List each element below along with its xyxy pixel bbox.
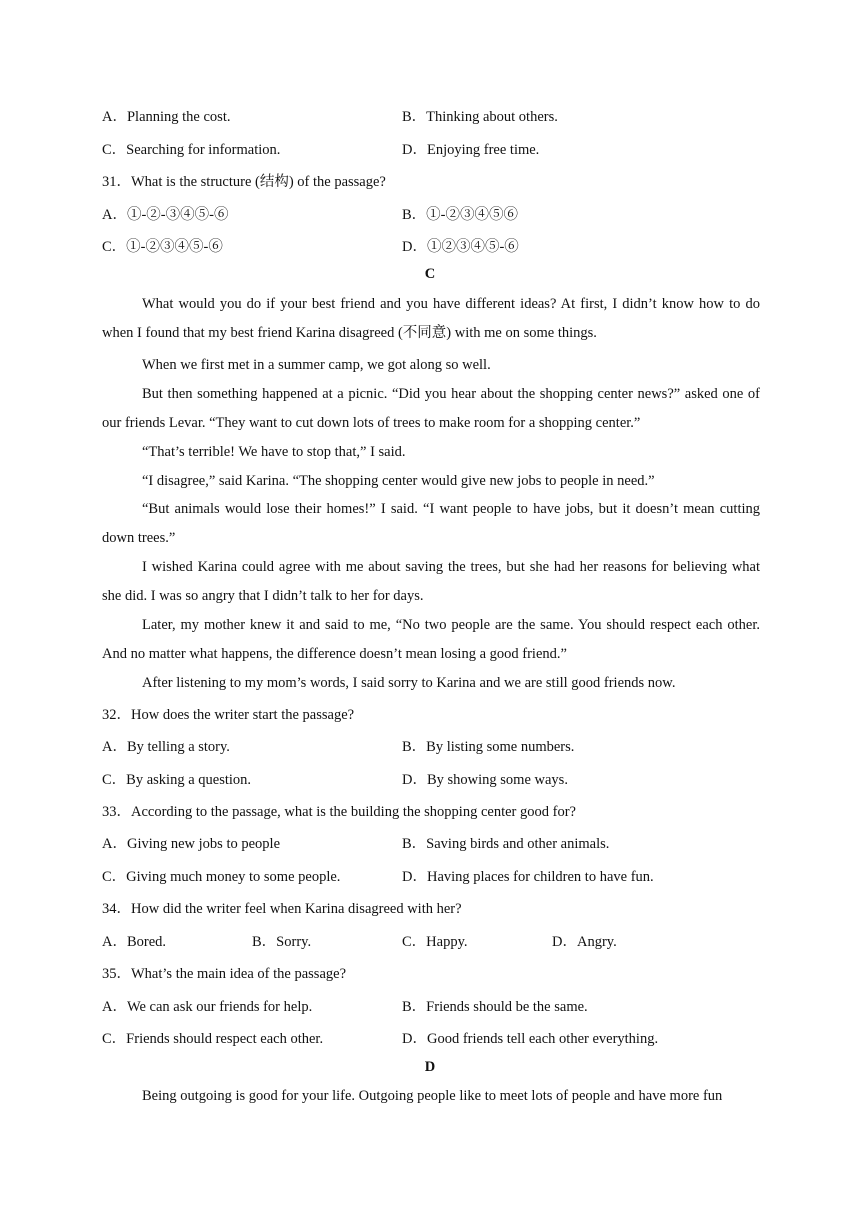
section-c-paragraph-4: “That’s terrible! We have to stop that,” I said. xyxy=(142,444,406,460)
q34-option-b: B．Sorry. xyxy=(252,934,312,950)
section-c-paragraph-5: “I disagree,” said Karina. “The shopping center would give new jobs to people in need.” xyxy=(142,473,655,489)
section-c-paragraph-2: When we first met in a summer camp, we got along so well. xyxy=(142,357,491,373)
q31-option-c: C．①-②③④⑤-⑥ xyxy=(102,239,223,255)
option-d: D．Enjoying free time. xyxy=(402,142,540,158)
question-31: 31．What is the structure (结构) of the passage? xyxy=(102,174,386,190)
section-d-heading: D xyxy=(424,1059,436,1075)
question-34: 34．How did the writer feel when Karina disagreed with her? xyxy=(102,901,462,917)
question-32: 32．How does the writer start the passage? xyxy=(102,707,355,723)
section-c-paragraph-7: I wished Karina could agree with me about saving the trees, but she had her reasons for believing what she did. I was so angry that I didn’t talk to her for days. xyxy=(102,559,760,604)
q32-option-d: D．By showing some ways. xyxy=(402,772,568,788)
q34-option-a: A．Bored. xyxy=(102,934,167,950)
q35-option-b: B．Friends should be the same. xyxy=(402,999,588,1015)
q33-option-b: B．Saving birds and other animals. xyxy=(402,836,610,852)
section-c-paragraph-3: But then something happened at a picnic. “Did you hear about the shopping center news?” asked one of our friends Levar. “They want to cut down lots of trees to make room for a shopping center.” xyxy=(102,386,760,431)
option-a: A．Planning the cost. xyxy=(102,109,231,125)
q33-option-d: D．Having places for children to have fun. xyxy=(402,869,654,885)
option-b: B．Thinking about others. xyxy=(402,109,558,125)
section-d-paragraph-1: Being outgoing is good for your life. Outgoing people like to meet lots of people and have more fun xyxy=(142,1088,723,1104)
section-c-paragraph-9: After listening to my mom’s words, I said sorry to Karina and we are still good friends now. xyxy=(142,675,676,691)
q31-option-d: D．①②③④⑤-⑥ xyxy=(402,239,519,255)
q35-option-d: D．Good friends tell each other everything. xyxy=(402,1031,659,1047)
q31-option-b: B．①-②③④⑤⑥ xyxy=(402,207,518,223)
q32-option-b: B．By listing some numbers. xyxy=(402,739,575,755)
q33-option-a: A．Giving new jobs to people xyxy=(102,836,281,852)
q34-option-d: D．Angry. xyxy=(552,934,617,950)
q34-option-c: C．Happy. xyxy=(402,934,468,950)
q31-option-a: A．①-②-③④⑤-⑥ xyxy=(102,207,229,223)
q33-option-c: C．Giving much money to some people. xyxy=(102,869,341,885)
q32-option-c: C．By asking a question. xyxy=(102,772,252,788)
q35-option-a: A．We can ask our friends for help. xyxy=(102,999,313,1015)
option-c: C．Searching for information. xyxy=(102,142,281,158)
section-c-paragraph-1: What would you do if your best friend and you have different ideas? At first, I didn’t know how to do when I found that my best friend Karina disagreed (不同意) with me on some things. xyxy=(102,296,760,341)
question-35: 35．What’s the main idea of the passage? xyxy=(102,966,347,982)
section-c-paragraph-6: “But animals would lose their homes!” I said. “I want people to have jobs, but it doesn’t mean cutting down trees.” xyxy=(102,501,760,546)
section-c-heading: C xyxy=(424,266,436,282)
question-33: 33．According to the passage, what is the building the shopping center good for? xyxy=(102,804,576,820)
q32-option-a: A．By telling a story. xyxy=(102,739,230,755)
section-c-paragraph-8: Later, my mother knew it and said to me, “No two people are the same. You should respect each other. And no matter what happens, the difference doesn’t mean losing a good friend.” xyxy=(102,617,760,662)
q35-option-c: C．Friends should respect each other. xyxy=(102,1031,324,1047)
